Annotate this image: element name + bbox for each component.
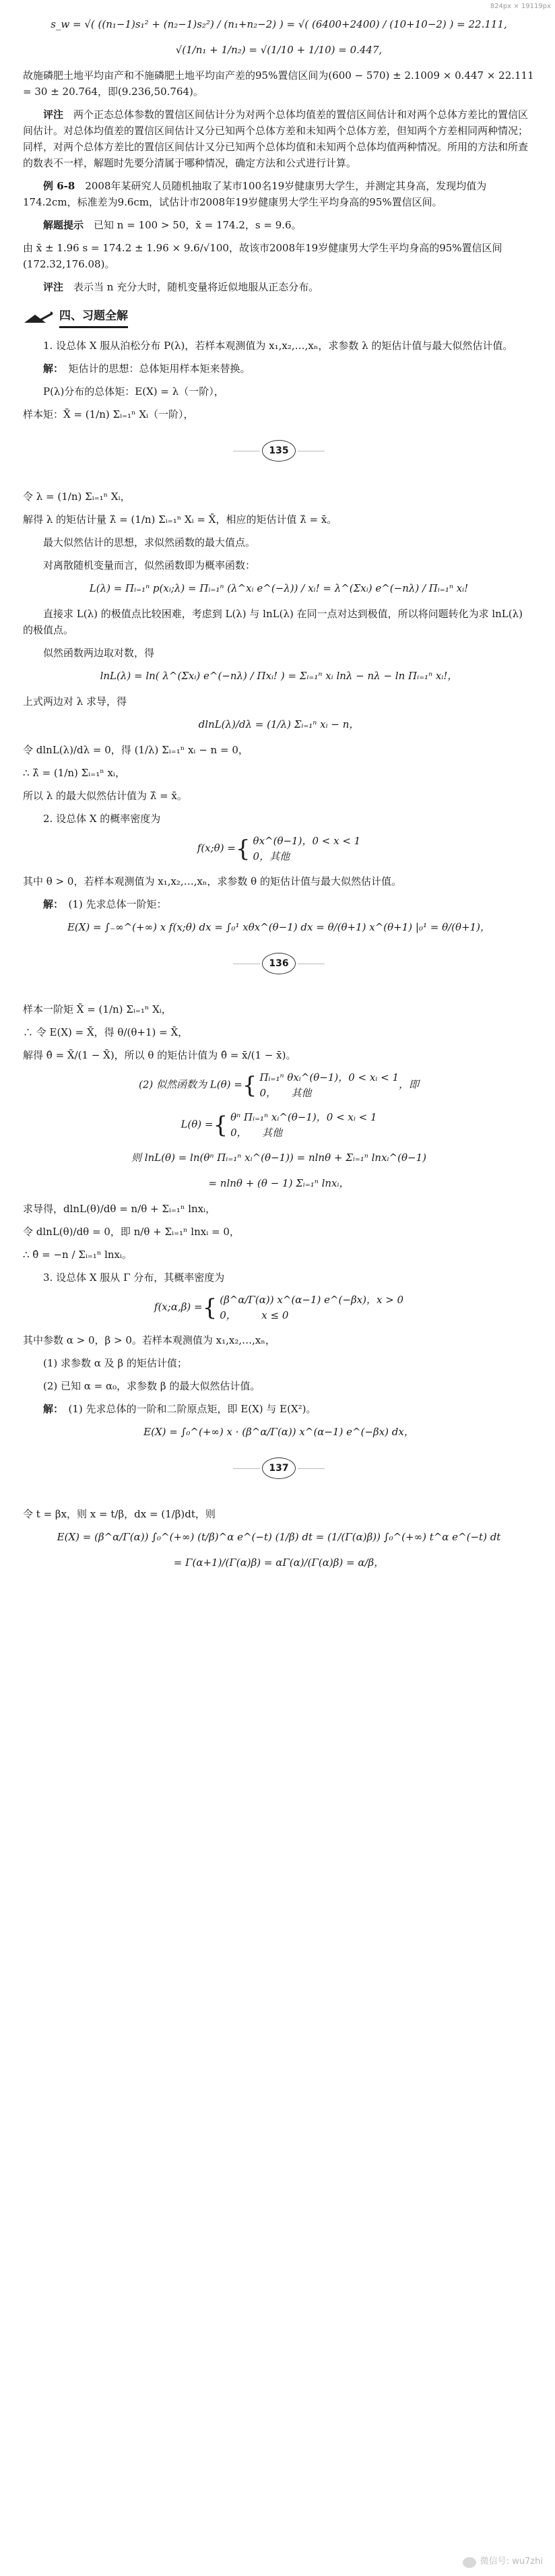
paragraph-text: 直接求 L(λ) 的极值点比较困难，考虑到 L(λ) 与 lnL(λ) 在同一点对达到极值，所以将问题转化为求 lnL(λ) 的极值点。 [23, 608, 523, 637]
paragraph-lead: 解： [43, 363, 59, 375]
paragraph [23, 1001, 535, 1017]
equation: E(X) = ∫₀^(+∞) x · (β^α/Γ(α)) x^(α−1) e^(−βx) dx， [143, 1426, 414, 1439]
piecewise-row: 0， x ≤ 0 [220, 1309, 289, 1321]
equation: = Γ(α+1)/(Γ(α)β) = αΓ(α)/(Γ(α)β) = α/β， [173, 1557, 385, 1569]
paragraph-text: 其中参数 α > 0，β > 0。若样本观测值为 x₁,x₂,…,xₙ， [23, 1334, 275, 1347]
paragraph [23, 1506, 535, 1522]
paragraph-text: 3. 设总体 X 服从 Γ 分布，其概率密度为 [43, 1271, 225, 1284]
paragraph-text: 解得 λ 的矩估计量 λ̂ = (1/n) Σᵢ₌₁ⁿ Xᵢ = X̄，相应的矩估计值 λ̂ = x̄。 [23, 513, 337, 526]
watermark [463, 2555, 543, 2569]
paragraph [23, 1401, 535, 1417]
equation: s_w = √( ((n₁−1)s₁² + (n₂−1)s₂²) / (n₁+n₂−2) ) = √( (6400+2400) / (10+10−2) ) = 22.111, [51, 18, 507, 30]
paragraph [23, 534, 535, 551]
paragraph [23, 1024, 535, 1040]
page-number [23, 440, 535, 462]
paragraph [23, 645, 535, 661]
equation: L(λ) = Πᵢ₌₁ⁿ p(xᵢ;λ) = Πᵢ₌₁ⁿ (λ^xᵢ e^(−λ)) / xᵢ! = λ^(Σxᵢ) e^(−nλ) / Πᵢ₌₁ⁿ xᵢ! [89, 582, 469, 595]
paragraph-text: ∴ θ̂ = −n / Σᵢ₌₁ⁿ lnxᵢ。 [23, 1249, 133, 1261]
paragraph-text: 最大似然估计的思想，求似然函数的最大值点。 [43, 536, 256, 549]
page-number-badge: 137 [262, 1457, 296, 1479]
piecewise-prefix: f(x;α,β) = [154, 1300, 203, 1313]
paragraph [23, 67, 535, 100]
page-number [23, 1457, 535, 1479]
paragraph [23, 511, 535, 528]
paragraph-text: 由 x̄ ± 1.96 s = 174.2 ± 1.96 × 9.6/√100，故该市2008年19岁健康男大学生平均身高的95%置信区间(172.32,176.08)。 [23, 242, 502, 270]
paragraph-text: P(λ)分布的总体矩：E(X) = λ（一阶）， [43, 385, 224, 398]
paragraph-text: (1) 先求总体的一阶和二阶原点矩，即 E(X) 与 E(X²)。 [68, 1403, 317, 1416]
paragraph [23, 1201, 535, 1217]
paragraph-text: 令 dlnL(λ)/dλ = 0，得 (1/λ) Σᵢ₌₁ⁿ xᵢ − n = 0， [23, 744, 249, 757]
paragraph-text: 令 λ = (1/n) Σᵢ₌₁ⁿ Xᵢ， [23, 491, 131, 503]
page-number-badge: 136 [262, 953, 296, 974]
paragraph-text: 2. 设总体 X 的概率密度为 [43, 813, 161, 825]
paragraph [23, 279, 535, 295]
paragraph [23, 1269, 535, 1286]
brace-symbol: { [202, 1294, 218, 1321]
paragraph [23, 1332, 535, 1348]
piecewise-cases [253, 834, 361, 864]
paragraph-text: 1. 设总体 X 服从泊松分布 P(λ)，若样本观测值为 x₁,x₂,…,xₙ，求参数 λ 的矩估计值与最大似然估计值。 [43, 340, 513, 352]
watermark-text: 微信号: wu7zhi [480, 2556, 543, 2567]
paragraph [23, 1047, 535, 1063]
paragraph [23, 606, 535, 638]
paragraph [23, 178, 535, 210]
brace-symbol: { [242, 1071, 257, 1099]
paragraph-text: ∴ λ̂ = (1/n) Σᵢ₌₁ⁿ xᵢ， [23, 767, 125, 780]
paragraph-text: ∴ 令 E(X) = X̄，得 θ/(θ+1) = X̄， [23, 1026, 189, 1039]
paragraph-lead: 解： [43, 898, 59, 911]
piecewise-row: 0，其他 [253, 850, 290, 862]
paragraph-text: 上式两边对 λ 求导，得 [23, 695, 127, 708]
paragraph [23, 788, 535, 804]
paragraph [23, 406, 535, 422]
paragraph-text: 表示当 n 充分大时，随机变量将近似地服从正态分布。 [73, 281, 319, 293]
brace-symbol: { [235, 835, 251, 862]
paragraph-lead: 解题提示 [43, 219, 84, 231]
equation: 则 lnL(θ) = ln(θⁿ Πᵢ₌₁ⁿ xᵢ^(θ−1)) = nlnθ + Σᵢ₌₁ⁿ lnxᵢ^(θ−1) [131, 1152, 426, 1164]
page-number-badge: 135 [262, 440, 296, 462]
brace-symbol: { [213, 1111, 228, 1139]
paragraph [23, 811, 535, 827]
piecewise-prefix: L(θ) = [181, 1118, 214, 1131]
paragraph [23, 742, 535, 758]
paragraph-text: 已知 n = 100 > 50，x̄ = 174.2，s = 9.6。 [94, 219, 302, 231]
piecewise-equation [23, 1292, 535, 1323]
paragraph-text: 两个正态总体参数的置信区间估计分为对两个总体均值差的置信区间估计和对两个总体方差比的置信区间估计。对总体均值差的置信区间估计又分已知两个总体方差和未知两个总体方差，但知两个方差相同两种情况；同样，对两个总体方差比的置信区间估计又分已知两个总体均值和未知两个总体均值两种情况。所用的方法和所查的数表不一样，解题时先要分清属于哪种情况，确定方法和公式进行计算。 [23, 108, 529, 169]
document-body [23, 16, 535, 1571]
section-heading-label: 四、习题全解 [59, 307, 128, 328]
size-label: 824px × 19119px [490, 3, 551, 10]
equation: E(X) = (β^α/Γ(α)) ∫₀^(+∞) (t/β)^α e^(−t) (1/β) dt = (1/(Γ(α)β)) ∫₀^(+∞) t^α e^(−t) dt [57, 1531, 501, 1544]
paragraph-text: 解得 θ̂ = X̄/(1 − X̄)，所以 θ 的矩估计值为 θ̂ = x̄/(1 − x̄)。 [23, 1049, 296, 1062]
paragraph-text: (1) 先求总体一阶矩： [68, 898, 167, 911]
paragraph-text: 令 dlnL(θ)/dθ = 0，即 n/θ + Σᵢ₌₁ⁿ lnxᵢ = 0， [23, 1226, 240, 1238]
paragraph [23, 896, 535, 912]
paragraph [23, 1247, 535, 1263]
paragraph [23, 217, 535, 233]
paragraph [23, 489, 535, 505]
equation: E(X) = ∫₋∞^(+∞) x f(x;θ) dx = ∫₀¹ xθx^(θ−1) dx = θ/(θ+1) x^(θ+1) |₀¹ = θ/(θ+1)， [67, 921, 491, 934]
piecewise-suffix: ，即 [399, 1078, 420, 1091]
piecewise-cases [230, 1110, 377, 1140]
piecewise-equation [23, 1110, 535, 1140]
paragraph-text: 样本一阶矩 X̄ = (1/n) Σᵢ₌₁ⁿ Xᵢ， [23, 1003, 172, 1016]
paragraph [23, 383, 535, 400]
paragraph [23, 557, 535, 573]
paragraph-text: 求导得，dlnL(θ)/dθ = n/θ + Σᵢ₌₁ⁿ lnxᵢ， [23, 1203, 216, 1216]
paragraph-text: 2008年某研究人员随机抽取了某市100名19岁健康男大学生，并测定其身高，发现均值为174.2cm，标准差为9.6cm，试估计市2008年19岁健康男大学生平均身高的95%置信区间。 [23, 180, 487, 208]
paragraph-text: 矩估计的思想：总体矩用样本矩来替换。 [68, 363, 251, 375]
paragraph-text: 似然函数两边取对数，得 [43, 647, 155, 660]
paragraph-text: 故施磷肥土地平均亩产和不施磷肥土地平均亩产差的95%置信区间为(600 − 570) ± 2.1009 × 0.447 × 22.111 = 30 ± 20.764，即(9.236,50.764)。 [23, 69, 534, 98]
paragraph-lead: 例 6-8 [43, 180, 75, 192]
page-number [23, 953, 535, 974]
paragraph [23, 1355, 535, 1371]
section-heading [23, 307, 535, 328]
piecewise-row: θⁿ Πᵢ₌₁ⁿ xᵢ^(θ−1)，0 < xᵢ < 1 [230, 1111, 377, 1124]
paragraph [23, 693, 535, 710]
paragraph-lead: 解： [43, 1403, 59, 1416]
paragraph [23, 873, 535, 889]
paragraph [23, 338, 535, 354]
piecewise-prefix: f(x;θ) = [197, 842, 236, 854]
piecewise-cases [220, 1292, 403, 1323]
paragraph-text: (1) 求参数 α 及 β 的矩估计值； [43, 1357, 187, 1370]
paragraph-lead: 评注 [43, 108, 64, 121]
equation: √(1/n₁ + 1/n₂) = √(1/10 + 1/10) = 0.447, [175, 44, 383, 56]
equation: dlnL(λ)/dλ = (1/λ) Σᵢ₌₁ⁿ xᵢ − n， [198, 718, 360, 731]
piecewise-row: Πᵢ₌₁ⁿ θxᵢ^(θ−1)，0 < xᵢ < 1 [259, 1071, 399, 1084]
pencil-book-icon [23, 311, 54, 325]
piecewise-row: (β^α/Γ(α)) x^(α−1) e^(−βx)，x > 0 [220, 1294, 404, 1307]
piecewise-equation [23, 834, 535, 864]
equation: lnL(λ) = ln( λ^(Σxᵢ) e^(−nλ) / Πxᵢ! ) = Σᵢ₌₁ⁿ xᵢ lnλ − nλ − ln Πᵢ₌₁ⁿ xᵢ!， [100, 670, 458, 683]
paragraph-text: 令 t = βx，则 x = t/β，dx = (1/β)dt，则 [23, 1508, 216, 1521]
paragraph [23, 765, 535, 781]
paragraph-text: 对离散随机变量而言，似然函数即为概率函数： [43, 559, 256, 572]
paragraph [23, 1224, 535, 1240]
paragraph [23, 106, 535, 171]
piecewise-row: 0， 其他 [259, 1086, 312, 1099]
paragraph-lead: 评注 [43, 281, 64, 293]
piecewise-row: 0， 其他 [230, 1126, 283, 1139]
piecewise-prefix: (2) 似然函数为 L(θ) = [138, 1078, 242, 1091]
paragraph-text: 所以 λ 的最大似然估计值为 λ̂ = x̄。 [23, 790, 187, 803]
paragraph-text: 其中 θ > 0，若样本观测值为 x₁,x₂,…,xₙ，求参数 θ 的矩估计值与最大似然估计值。 [23, 875, 401, 888]
piecewise-cases [259, 1070, 399, 1100]
piecewise-equation [23, 1070, 535, 1100]
paragraph-text: (2) 已知 α = α₀，求参数 β 的最大似然估计值。 [43, 1380, 261, 1393]
paragraph [23, 1378, 535, 1394]
equation: = nlnθ + (θ − 1) Σᵢ₌₁ⁿ lnxᵢ， [208, 1177, 350, 1190]
paragraph [23, 360, 535, 377]
paragraph [23, 240, 535, 272]
paragraph-text: 样本矩：X̄ = (1/n) Σᵢ₌₁ⁿ Xᵢ（一阶）， [23, 408, 194, 421]
piecewise-row: θx^(θ−1)，0 < x < 1 [253, 835, 361, 848]
wechat-icon [463, 2557, 476, 2568]
